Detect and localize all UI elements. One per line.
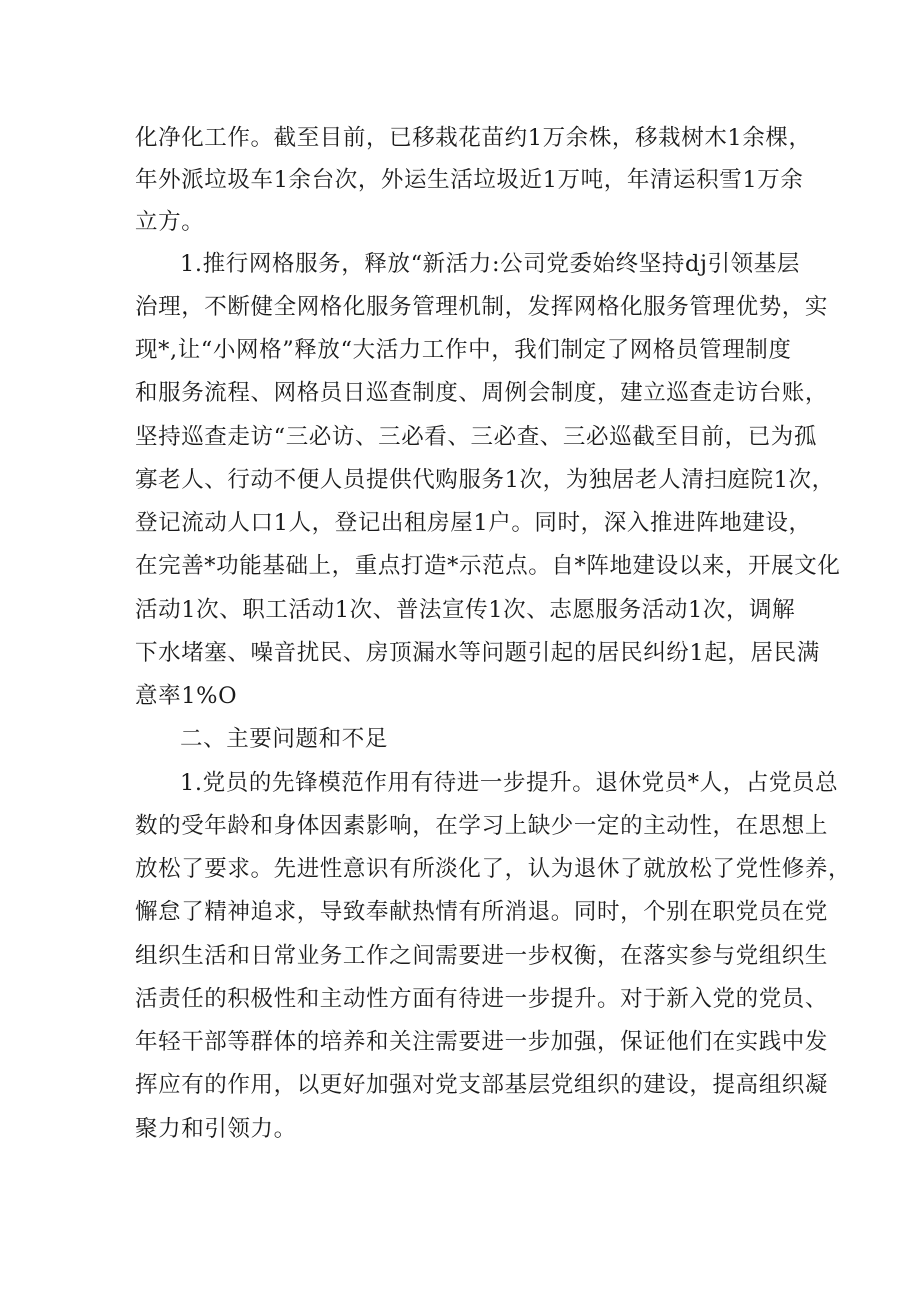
paragraph-first-line: 1.党员的先锋模范作用有待进一步提升。退休党员*人，占党员总 (180, 770, 839, 796)
text-line: 意率1%O (135, 683, 238, 709)
text-line: 年轻干部等群体的培养和关注需要进一步加强，保证他们在实践中发 (135, 1029, 829, 1055)
text-line: 治理，不断健全网格化服务管理机制，发挥网格化服务管理优势，实 (135, 294, 829, 320)
text-line: 聚力和引领力。 (135, 1116, 297, 1142)
text-line: 登记流动人口1人，登记出租房屋1户。同时，深入推进阵地建设， (135, 510, 812, 536)
text-line: 挥应有的作用，以更好加强对党支部基层党组织的建设，提高组织凝 (135, 1072, 829, 1098)
text-line: 在完善*功能基础上，重点打造*示范点。自*阵地建设以来，开展文化 (135, 553, 841, 579)
text-line: 数的受年龄和身体因素影响，在学习上缺少一定的主动性，在思想上 (135, 813, 829, 839)
text-line: 下水堵塞、噪音扰民、房顶漏水等问题引起的居民纠纷1起，居民满 (135, 640, 820, 666)
text-line: 现*,让“小网格”释放“大活力工作中，我们制定了网格员管理制度 (135, 337, 792, 363)
text-line: 立方。 (135, 209, 205, 235)
text-line: 寡老人、行动不便人员提供代购服务1次，为独居老人清扫庭院1次， (135, 467, 835, 493)
text-line: 活动1次、职工活动1次、普法宣传1次、志愿服务活动1次，调解 (135, 597, 796, 623)
text-line: 放松了要求。先进性意识有所淡化了，认为退休了就放松了党性修养， (135, 856, 852, 882)
text-line: 活责任的积极性和主动性方面有待进一步提升。对于新入党的党员、 (135, 986, 829, 1012)
text-line: 年外派垃圾车1余台次，外运生活垃圾近1万吨，年清运积雪1万余 (135, 167, 804, 193)
section-heading: 二、主要问题和不足 (180, 726, 388, 752)
text-line: 化净化工作。截至目前，已移栽花苗约1万余株，移栽树木1余棵， (135, 125, 812, 151)
text-line: 和服务流程、网格员日巡查制度、周例会制度，建立巡查走访台账， (135, 380, 829, 406)
text-line: 组织生活和日常业务工作之间需要进一步权衡，在落实参与党组织生 (135, 943, 829, 969)
paragraph-first-line: 1.推行网格服务，释放“新活力:公司党委始终坚持dj引领基层 (180, 251, 800, 277)
text-line: 坚持巡查走访“三必访、三必看、三必查、三必巡截至目前，已为孤 (135, 424, 818, 450)
text-line: 懈怠了精神追求，导致奉献热情有所消退。同时，个别在职党员在党 (135, 899, 829, 925)
